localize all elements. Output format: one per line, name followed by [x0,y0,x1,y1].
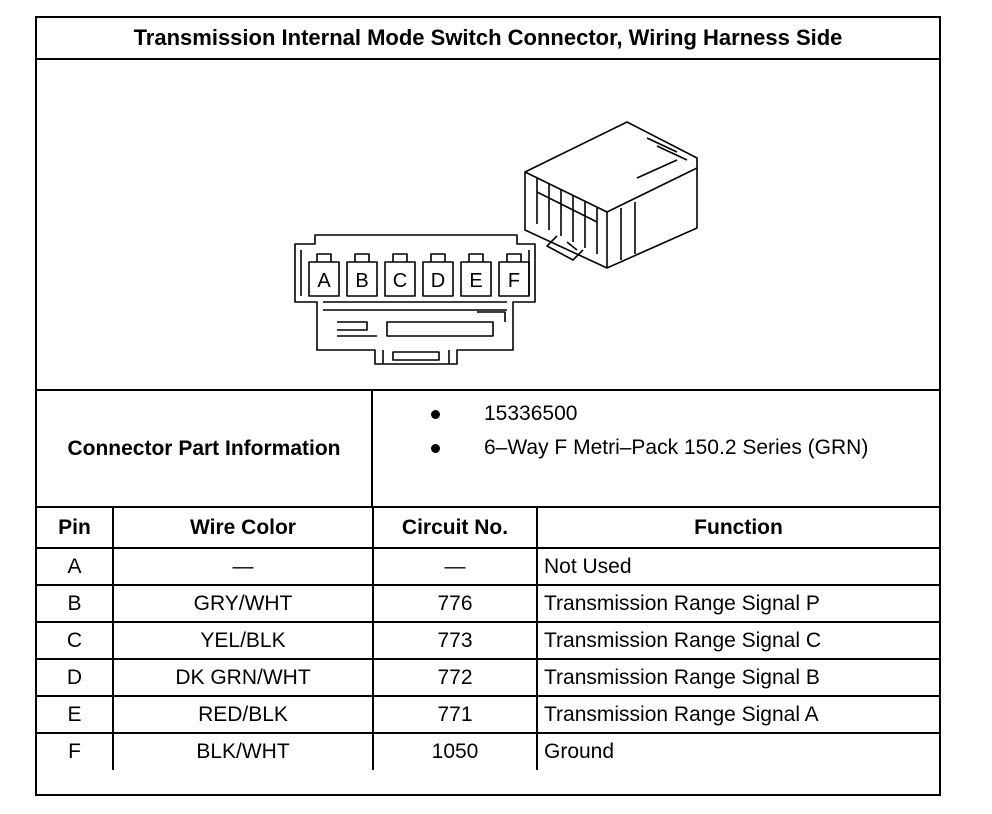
part-info-row [37,391,939,508]
function-cell: Transmission Range Signal B [537,659,939,696]
circuit-cell: 771 [373,696,537,733]
part-info-item [373,431,868,465]
table-row [37,585,939,622]
connector-series: 6–Way F Metri–Pack 150.2 Series (GRN) [484,436,869,459]
pin-cell: C [37,622,113,659]
connector-iso-outline [525,122,697,268]
header-circuit: Circuit No. [373,508,537,548]
pin-cell: F [37,733,113,770]
circuit-cell: 773 [373,622,537,659]
cavity-label-c: C [392,270,408,292]
function-cell: Not Used [537,548,939,585]
wire-color-cell: DK GRN/WHT [113,659,373,696]
pin-cell: D [37,659,113,696]
pin-cell: B [37,585,113,622]
sheet-title: Transmission Internal Mode Switch Connector, Wiring Harness Side [37,18,939,60]
part-info-label: Connector Part Information [37,391,373,506]
circuit-cell: 772 [373,659,537,696]
wire-color-cell: RED/BLK [113,696,373,733]
wire-color-cell: — [113,548,373,585]
function-cell: Transmission Range Signal A [537,696,939,733]
pin-cell: A [37,548,113,585]
circuit-cell: 1050 [373,733,537,770]
table-row [37,696,939,733]
connector-drawing [37,60,939,389]
cavity-label-e: E [469,270,483,292]
part-info-list [373,391,939,506]
function-cell: Transmission Range Signal P [537,585,939,622]
table-row [37,659,939,696]
circuit-cell: 776 [373,585,537,622]
pin-cell: E [37,696,113,733]
pin-table [37,508,939,770]
connector-info-sheet [35,16,941,796]
header-function: Function [537,508,939,548]
function-cell: Ground [537,733,939,770]
table-row [37,622,939,659]
header-pin: Pin [37,508,113,548]
wire-color-cell: GRY/WHT [113,585,373,622]
cavity-label-a: A [317,270,331,292]
cavity-label-b: B [355,270,369,292]
connector-figure [37,60,939,391]
wire-color-cell: BLK/WHT [113,733,373,770]
pin-table-header [37,508,939,548]
bullet-icon [431,444,440,453]
bullet-icon [431,410,440,419]
table-row [37,548,939,585]
function-cell: Transmission Range Signal C [537,622,939,659]
cavity-row [309,254,529,296]
circuit-cell: — [373,548,537,585]
part-info-item [373,397,577,431]
cavity-label-d: D [430,270,446,292]
wire-color-cell: YEL/BLK [113,622,373,659]
table-row [37,733,939,770]
cavity-label-f: F [507,270,521,292]
part-number: 15336500 [484,402,578,425]
header-wire-color: Wire Color [113,508,373,548]
